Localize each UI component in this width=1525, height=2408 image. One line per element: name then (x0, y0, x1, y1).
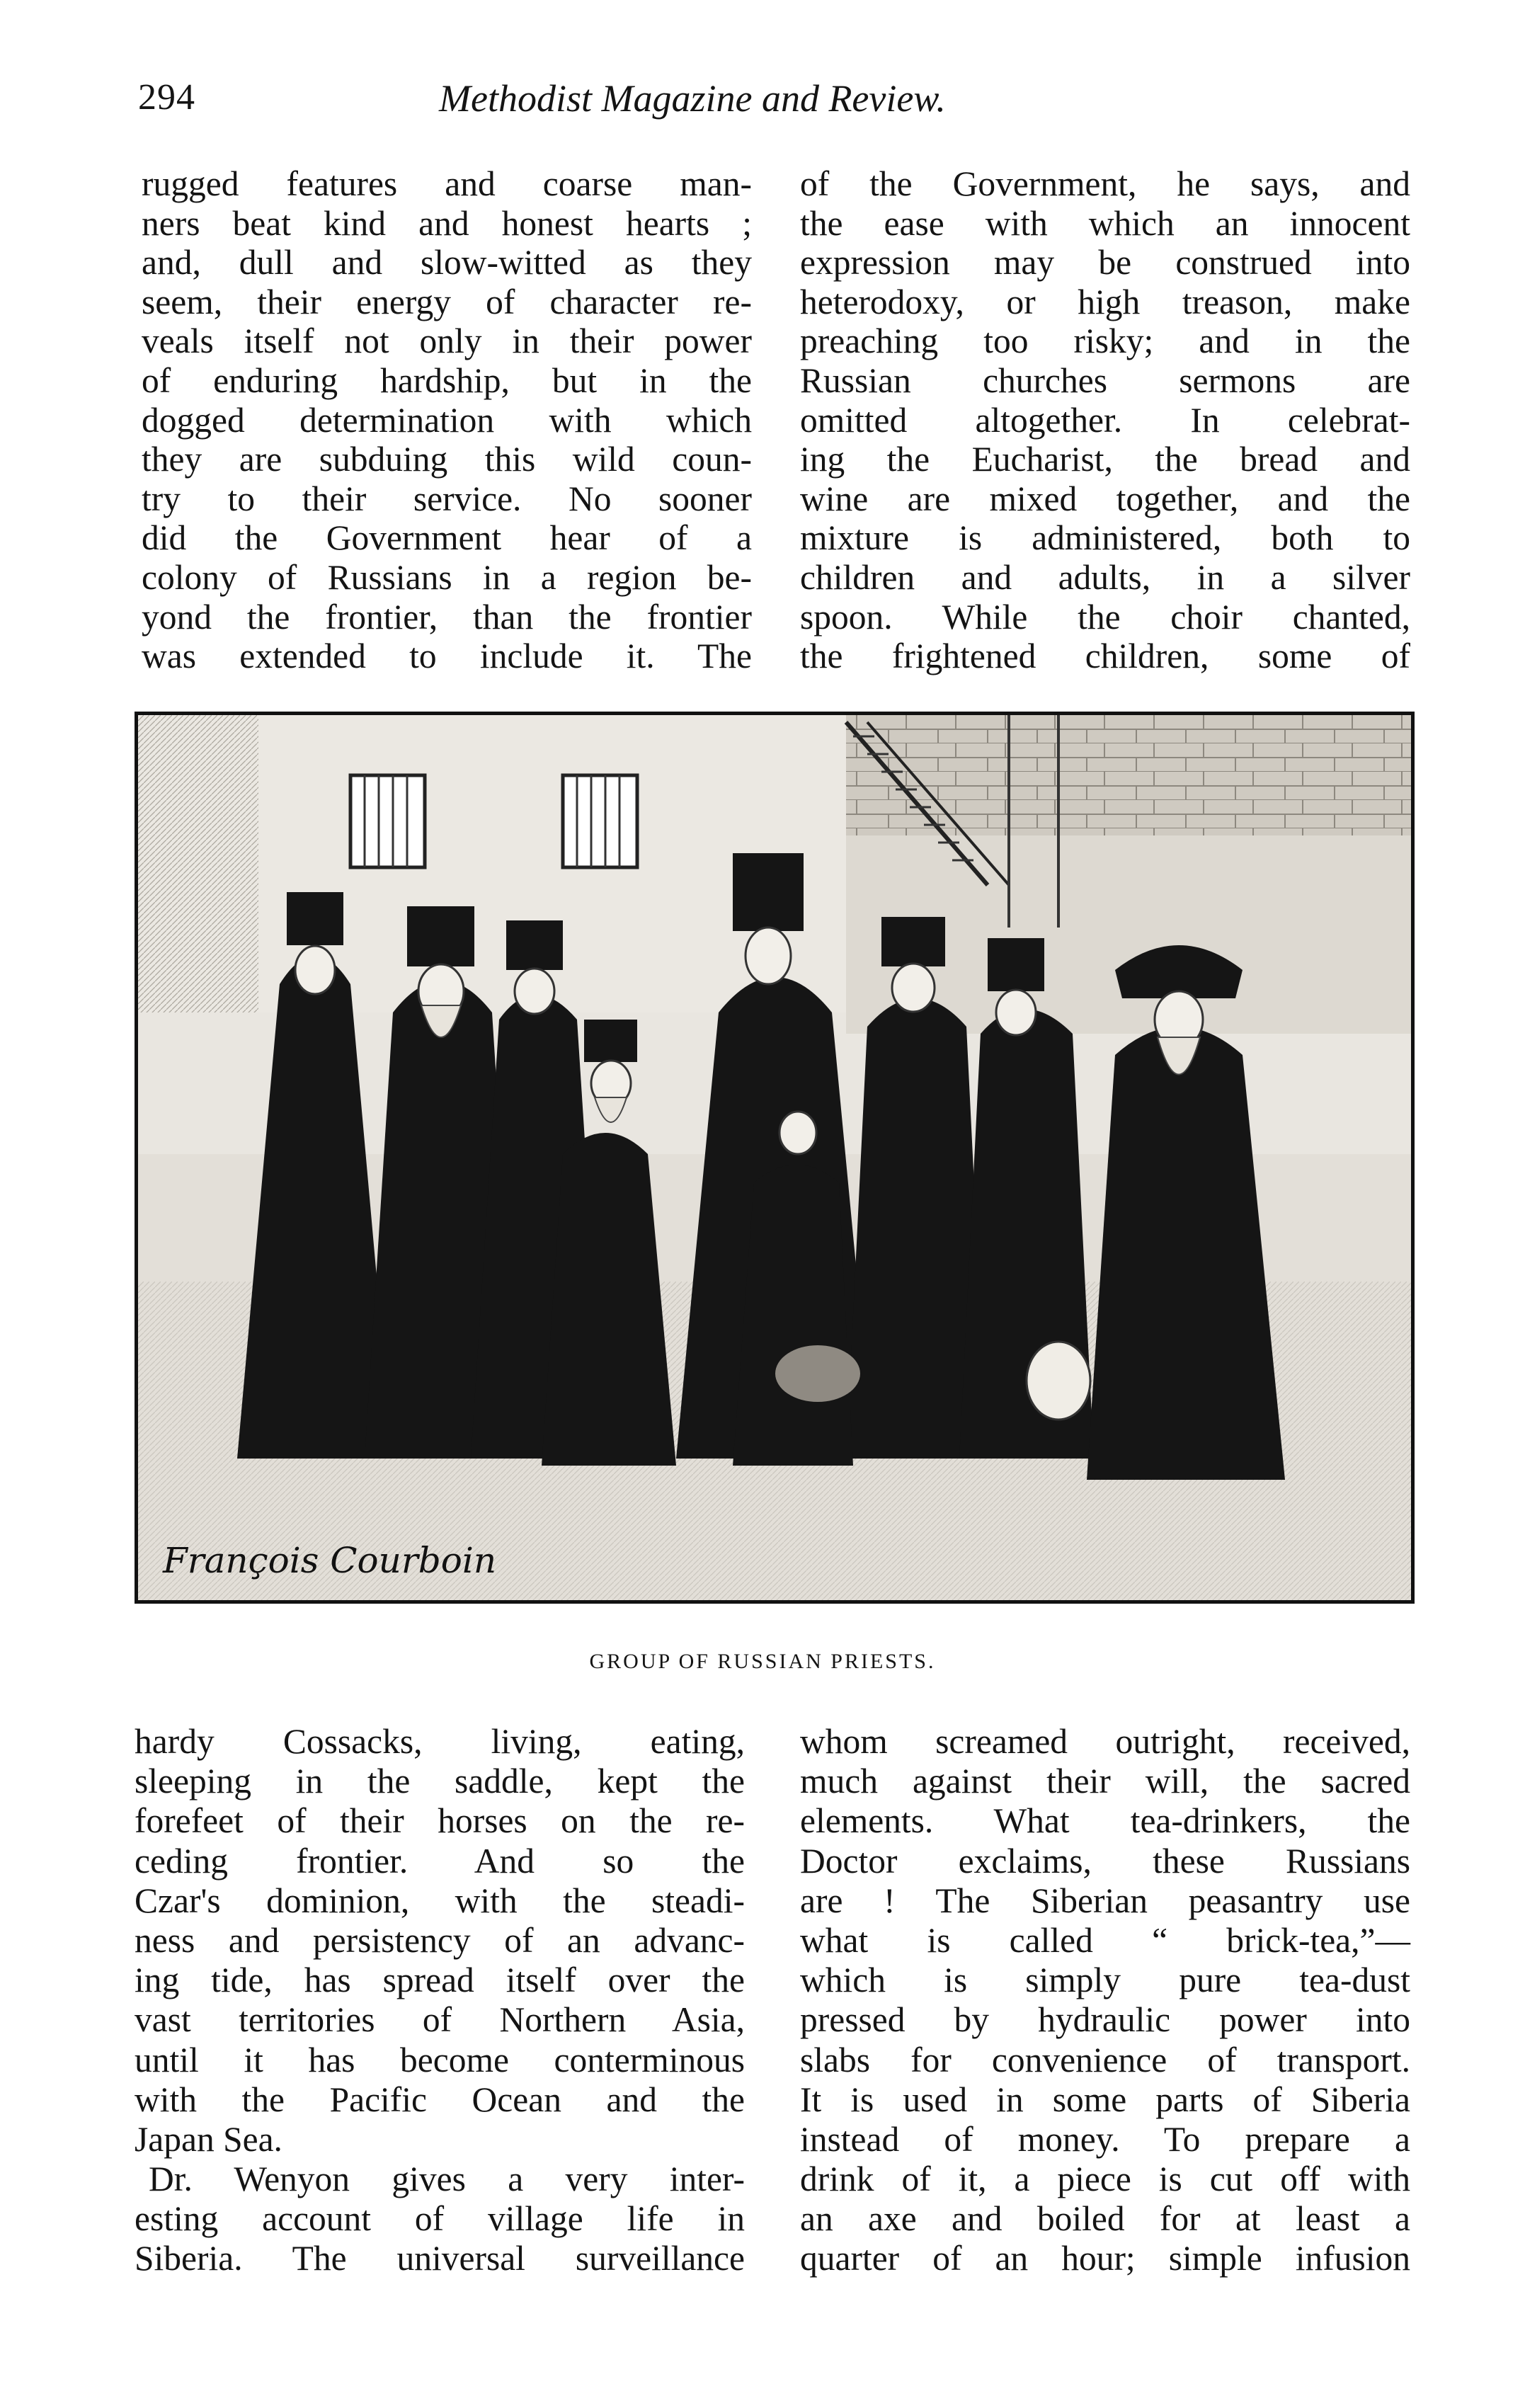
text-line: wine are mixed together, and the (800, 479, 1410, 518)
text-line: omitted altogether. In celebrat- (800, 400, 1410, 440)
text-line: esting account of village life in (135, 2199, 745, 2239)
text-line: Russian churches sermons are (800, 360, 1410, 400)
engraving-figure (135, 712, 1415, 1604)
text-line: spoon. While the choir chanted, (800, 597, 1410, 637)
text-line: whom screamed outright, received, (800, 1722, 1410, 1761)
text-line: Dr. Wenyon gives a very inter- (149, 2159, 745, 2199)
text-line: ness and persistency of an advanc- (135, 1920, 745, 1960)
text-line: are ! The Siberian peasantry use (800, 1881, 1410, 1920)
text-line: children and adults, in a silver (800, 557, 1410, 597)
text-line: of the Government, he says, and (800, 164, 1410, 203)
text-line: ing tide, has spread itself over the (135, 1961, 745, 2000)
text-line: the ease with which an innocent (800, 203, 1410, 243)
text-line: seem, their energy of character re- (142, 282, 752, 321)
text-line: rugged features and coarse man- (142, 164, 752, 203)
text-line: It is used in some parts of Siberia (800, 2079, 1410, 2119)
text-line: ing the Eucharist, the bread and (800, 440, 1410, 479)
text-line: preaching too risky; and in the (800, 321, 1410, 361)
text-line: quarter of an hour; simple infusion (800, 2239, 1410, 2278)
text-line: veals itself not only in their power (142, 321, 752, 361)
text-line: was extended to include it. The (142, 637, 752, 676)
text-line: did the Government hear of a (142, 518, 752, 558)
text-line: colony of Russians in a region be- (142, 557, 752, 597)
text-line: with the Pacific Ocean and the (135, 2079, 745, 2119)
text-line: and, dull and slow-witted as they (142, 243, 752, 283)
text-line: instead of money. To prepare a (800, 2119, 1410, 2159)
text-line: Doctor exclaims, these Russians (800, 1841, 1410, 1881)
text-line: vast territories of Northern Asia, (135, 2000, 745, 2040)
column-bottom-left (135, 1722, 745, 2279)
page-number: 294 (138, 77, 195, 118)
text-line: try to their service. No sooner (142, 479, 752, 518)
text-line: what is called “ brick-tea,”— (800, 1920, 1410, 1960)
text-line: the frightened children, some of (800, 637, 1410, 676)
text-line: drink of it, a piece is cut off with (800, 2159, 1410, 2199)
text-line: heterodoxy, or high treason, make (800, 282, 1410, 321)
group-portrait-illustration (138, 715, 1411, 1600)
text-line: hardy Cossacks, living, eating, (135, 1722, 745, 1761)
text-line: expression may be construed into (800, 243, 1410, 283)
text-line: until it has become conterminous (135, 2040, 745, 2079)
text-line: mixture is administered, both to (800, 518, 1410, 558)
text-line: ners beat kind and honest hearts ; (142, 203, 752, 243)
running-head: Methodist Magazine and Review. (439, 77, 946, 120)
artist-signature: François Courboin (163, 1540, 497, 1581)
figure-caption: GROUP OF RUSSIAN PRIESTS. (589, 1650, 936, 1673)
text-line: they are subduing this wild coun- (142, 440, 752, 479)
text-line: dogged determination with which (142, 400, 752, 440)
column-bottom-right (800, 1722, 1410, 2279)
text-line: of enduring hardship, but in the (142, 360, 752, 400)
text-line: elements. What tea-drinkers, the (800, 1801, 1410, 1841)
text-line: pressed by hydraulic power into (800, 2000, 1410, 2040)
text-line: Japan Sea. (135, 2119, 282, 2159)
text-line: much against their will, the sacred (800, 1762, 1410, 1801)
column-top-right (800, 164, 1410, 676)
text-line: yond the frontier, than the frontier (142, 597, 752, 637)
text-line: Siberia. The universal surveillance (135, 2239, 745, 2278)
text-line: which is simply pure tea-dust (800, 1961, 1410, 2000)
column-top-left (142, 164, 752, 676)
text-line: sleeping in the saddle, kept the (135, 1762, 745, 1801)
text-line: Czar's dominion, with the steadi- (135, 1881, 745, 1920)
text-line: forefeet of their horses on the re- (135, 1801, 745, 1841)
text-line: ceding frontier. And so the (135, 1841, 745, 1881)
text-line: slabs for convenience of transport. (800, 2040, 1410, 2079)
text-line: an axe and boiled for at least a (800, 2199, 1410, 2239)
